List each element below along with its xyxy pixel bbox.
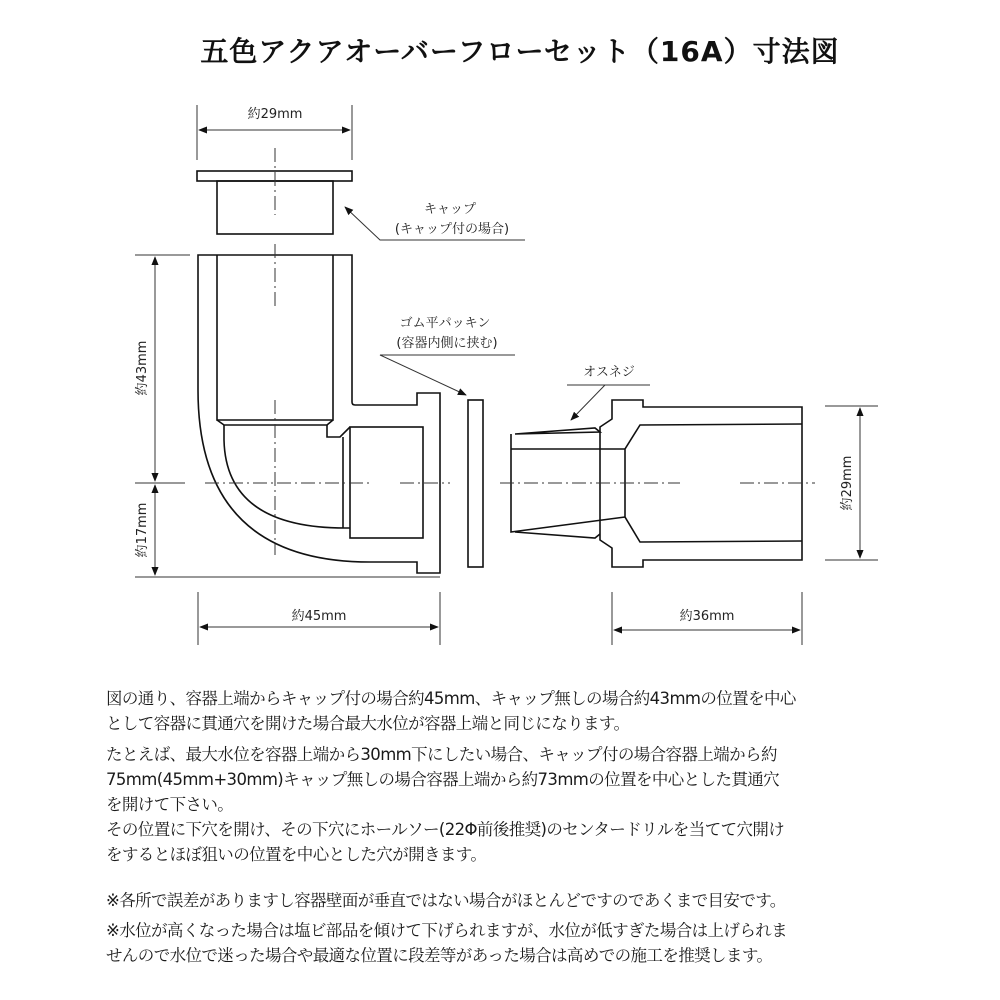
- elbow-part: [198, 255, 440, 573]
- cap-label: キャップ: [423, 202, 477, 217]
- text-line: せんので水位で迷った場合や最適な位置に段差等があった場合は高めでの施工を推奨します。: [106, 946, 773, 965]
- dim-height-upper-label: 約43mm: [135, 340, 150, 396]
- male-thread-label: オスネジ: [583, 365, 635, 380]
- thread-leader: [567, 385, 650, 420]
- description-note-1: [106, 888, 906, 913]
- description-paragraph-2: [106, 742, 906, 867]
- dim-nut-diameter-label: 約29mm: [840, 455, 855, 511]
- text-line: をするとほぼ狙いの位置を中心とした穴が開きます。: [106, 845, 487, 864]
- text-line: として容器に貫通穴を開けた場合最大水位が容器上端と同じになります。: [106, 714, 630, 733]
- text-line: その位置に下穴を開け、その下穴にホールソー(22Φ前後推奨)のセンタードリルを当てて穴開け: [106, 820, 785, 839]
- dim-elbow-width-label: 約45mm: [291, 609, 347, 624]
- page-title: 五色アクアオーバーフローセット（16A）寸法図: [200, 35, 840, 68]
- dim-nut-length-label: 約36mm: [679, 609, 735, 624]
- description-note-2: [106, 918, 906, 968]
- gasket-part: [468, 400, 483, 567]
- center-lines: [205, 148, 815, 555]
- gasket-leader: [380, 355, 515, 395]
- dim-height-lower-label: 約17mm: [135, 502, 150, 558]
- description-paragraph-1: [106, 686, 906, 736]
- text-line: を開けて下さい。: [106, 795, 234, 814]
- text-line: 図の通り、容器上端からキャップ付の場合約45mm、キャップ無しの場合約43mmの位置を中心: [106, 689, 796, 708]
- text-line: ※各所で誤差がありますし容器壁面が垂直ではない場合がほとんどですのであくまで目安です。: [106, 891, 786, 910]
- dim-cap-width-label: 約29mm: [247, 107, 303, 122]
- text-line: たとえば、最大水位を容器上端から30mm下にしたい場合、キャップ付の場合容器上端から約: [106, 745, 777, 764]
- text-line: ※水位が高くなった場合は塩ビ部品を傾けて下げられますが、水位が低すぎた場合は上げられま: [106, 921, 788, 940]
- gasket-label: ゴム平パッキン: [399, 316, 491, 331]
- text-line: 75mm(45mm+30mm)キャップ無しの場合容器上端から約73mmの位置を中心とした貫通穴: [106, 770, 780, 789]
- cap-note: (キャップ付の場合): [394, 222, 510, 237]
- gasket-note: (容器内側に挟む): [396, 336, 498, 351]
